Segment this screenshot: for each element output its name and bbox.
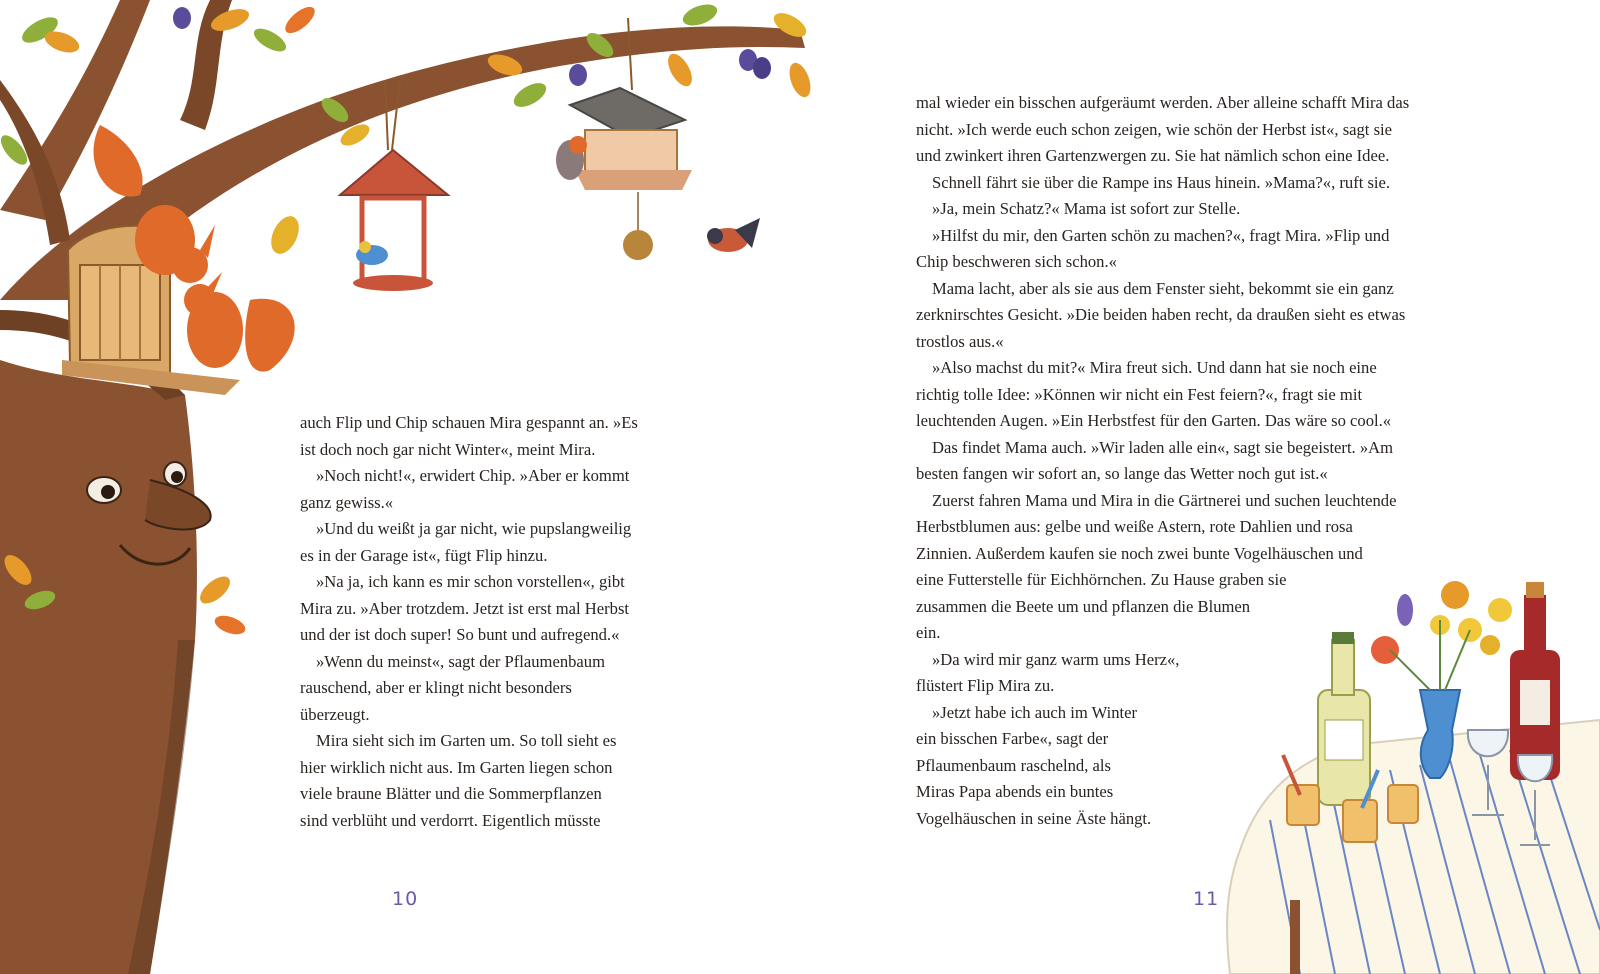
text-line: rauschend, aber er klingt nicht besonders (300, 678, 572, 697)
text-line: besten fangen wir sofort an, so lange das Wetter noch gut ist.« (916, 464, 1328, 483)
text-line: Vogelhäuschen in seine Äste hängt. (916, 808, 1152, 828)
text-line: auch Flip und Chip schauen Mira gespannt an. »Es (300, 413, 638, 432)
text-line: Schnell fährt sie über die Rampe ins Haus hinein. »Mama?«, ruft sie. (932, 172, 1391, 192)
text-line: zusammen die Beete um und pflanzen die Blumen (916, 596, 1251, 616)
text-line: flüstert Flip Mira zu. (916, 676, 1055, 695)
text-line: ein. (916, 623, 941, 642)
text-line: Mira zu. »Aber trotzdem. Jetzt ist erst mal Herbst (300, 598, 630, 618)
right-page-text (916, 90, 1486, 832)
text-line: »Jetzt habe ich auch im Winter (932, 702, 1137, 722)
text-line: trostlos aus.« (916, 331, 1004, 351)
text-line: »Ja, mein Schatz?« Mama ist sofort zur Stelle. (932, 199, 1241, 218)
text-line: Mama lacht, aber als sie aus dem Fenster sieht, bekommt sie ein ganz (932, 278, 1394, 298)
page-number-right: 11 (1193, 888, 1220, 910)
text-line: und der ist doch super! So bunt und aufregend.« (300, 625, 620, 644)
text-line: Miras Papa abends ein buntes (916, 782, 1114, 801)
text-line: eine Futterstelle für Eichhörnchen. Zu Hause graben sie (916, 570, 1287, 589)
text-line: richtig tolle Idee: »Können wir nicht ein Fest feiern?«, fragt sie mit (916, 384, 1363, 404)
text-line: Zuerst fahren Mama und Mira in die Gärtnerei und suchen leuchtende (932, 490, 1397, 510)
text-line: Das findet Mama auch. »Wir laden alle ein«, sagt sie begeistert. »Am (932, 437, 1394, 457)
text-line: »Noch nicht!«, erwidert Chip. »Aber er kommt (316, 466, 630, 485)
text-line: »Und du weißt ja gar nicht, wie pupslangweilig (316, 519, 632, 538)
text-line: »Da wird mir ganz warm ums Herz«, (932, 649, 1180, 669)
text-line: nicht. »Ich werde euch schon zeigen, wie schön der Herbst ist«, sagt sie (916, 119, 1393, 139)
page-number-left: 10 (392, 888, 419, 910)
text-line: Herbstblumen aus: gelbe und weiße Astern, rote Dahlien und rosa (916, 517, 1353, 536)
text-line: Zinnien. Außerdem kaufen sie noch zwei bunte Vogelhäuschen und (916, 543, 1363, 563)
text-line: leuchtenden Augen. »Ein Herbstfest für den Garten. Das wäre so cool.« (916, 411, 1392, 430)
text-line: viele braune Blätter und die Sommerpflanzen (300, 784, 602, 803)
text-line: ist doch noch gar nicht Winter«, meint Mira. (300, 439, 596, 459)
text-line: »Also machst du mit?« Mira freut sich. Und dann hat sie noch eine (932, 358, 1377, 377)
text-line: hier wirklich nicht aus. Im Garten liegen schon (300, 757, 613, 777)
text-line: Chip beschweren sich schon.« (916, 252, 1117, 271)
small-bird (707, 218, 760, 252)
text-line: ein bisschen Farbe«, sagt der (916, 729, 1109, 748)
left-page-text (300, 410, 710, 834)
text-line: Pflaumenbaum raschelnd, als (916, 755, 1111, 775)
text-line: sind verblüht und verdorrt. Eigentlich müsste (300, 810, 601, 830)
text-line: »Hilfst du mir, den Garten schön zu machen?«, fragt Mira. »Flip und (932, 225, 1390, 245)
text-line: ganz gewiss.« (300, 492, 394, 512)
text-line: überzeugt. (300, 704, 370, 724)
text-line: mal wieder ein bisschen aufgeräumt werden. Aber alleine schafft Mira das (916, 93, 1410, 112)
text-line: »Wenn du meinst«, sagt der Pflaumenbaum (316, 651, 605, 671)
text-line: zerknirschtes Gesicht. »Die beiden haben recht, da draußen sieht es etwas (916, 305, 1406, 324)
squirrel-bottom (184, 272, 295, 372)
text-line: Mira sieht sich im Garten um. So toll sieht es (316, 731, 617, 750)
text-line: und zwinkert ihren Gartenzwergen zu. Sie hat nämlich schon eine Idee. (916, 146, 1390, 165)
text-line: »Na ja, ich kann es mir schon vorstellen«, gibt (316, 572, 625, 591)
text-line: es in der Garage ist«, fügt Flip hinzu. (300, 545, 548, 565)
